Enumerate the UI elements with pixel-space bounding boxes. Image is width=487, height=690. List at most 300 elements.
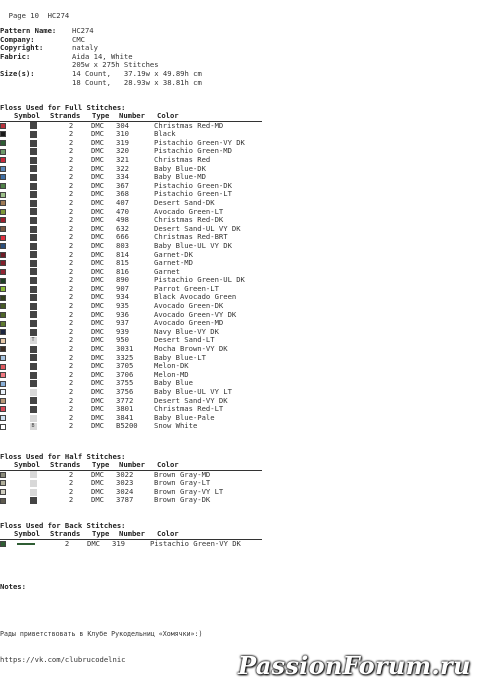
stitch-symbol-icon: [30, 320, 37, 327]
type-cell: DMC: [91, 404, 104, 414]
symbol-cell: [25, 406, 41, 413]
stitch-symbol-icon: [30, 234, 37, 241]
swatch-cell: [0, 489, 9, 495]
swatch-cell: [0, 312, 9, 318]
color-name-cell: Parrot Green-LT: [154, 283, 219, 293]
symbol-cell: [25, 157, 41, 164]
color-swatch: [0, 338, 6, 344]
stitch-symbol-icon: [30, 372, 37, 379]
color-name-cell: Christmas Red-DK: [154, 215, 224, 225]
color-name-cell: Pistachio Green-UL DK: [154, 275, 245, 285]
swatch-cell: [0, 157, 9, 163]
swatch-cell: [0, 295, 9, 301]
color-swatch: [0, 131, 6, 137]
symbol-cell: [25, 191, 41, 198]
color-swatch: [0, 192, 6, 198]
header-symbol: Symbol: [14, 460, 40, 469]
color-swatch: [0, 398, 6, 404]
symbol-cell: [25, 372, 41, 379]
color-name-cell: Brown Gray-VY LT: [154, 486, 224, 496]
header-strands: Strands: [50, 460, 81, 469]
strands-cell: 2: [68, 318, 74, 328]
swatch-cell: [0, 338, 9, 344]
strands-cell: 2: [64, 538, 70, 548]
type-cell: DMC: [91, 369, 104, 379]
swatch-cell: [0, 140, 9, 146]
header-strands: Strands: [50, 529, 81, 538]
type-cell: DMC: [91, 189, 104, 199]
strands-cell: 2: [68, 301, 74, 311]
number-cell: 470: [116, 206, 129, 216]
swatch-cell: [0, 381, 9, 387]
type-cell: DMC: [91, 292, 104, 302]
number-cell: 322: [116, 163, 129, 173]
strands-cell: 2: [68, 404, 74, 414]
symbol-cell: [25, 303, 41, 310]
number-cell: 934: [116, 292, 129, 302]
number-cell: 320: [116, 146, 129, 156]
type-cell: DMC: [91, 309, 104, 319]
stitch-symbol-icon: [30, 174, 37, 181]
color-name-cell: Desert Sand-VY DK: [154, 395, 228, 405]
table-row: [0, 147, 262, 156]
symbol-cell: [25, 294, 41, 301]
number-cell: 367: [116, 180, 129, 190]
symbol-cell: [25, 140, 41, 147]
color-name-cell: Garnet-MD: [154, 258, 193, 268]
color-swatch: [0, 260, 6, 266]
strands-cell: 2: [68, 163, 74, 173]
notes-greeting: Рады приветствовать в Клубе Рукодельниц «Хомячки»:): [0, 630, 203, 639]
symbol-cell: [25, 268, 41, 275]
strands-cell: 2: [68, 421, 74, 431]
symbol-cell: [25, 286, 41, 293]
color-swatch: [0, 235, 6, 241]
color-name-cell: Avocado Green-MD: [154, 318, 224, 328]
color-name-cell: Navy Blue-VY DK: [154, 326, 219, 336]
table-row: [0, 319, 262, 328]
type-cell: DMC: [91, 361, 104, 371]
symbol-cell: [25, 260, 41, 267]
number-cell: 816: [116, 266, 129, 276]
swatch-cell: [0, 286, 9, 292]
header-type: Type: [92, 529, 110, 538]
number-cell: 3801: [116, 404, 134, 414]
pattern-code: HC274: [47, 10, 70, 20]
swatch-cell: [0, 364, 9, 370]
symbol-cell: [25, 423, 41, 430]
type-cell: DMC: [91, 232, 104, 242]
strands-cell: 2: [68, 395, 74, 405]
stitch-symbol-icon: [30, 226, 37, 233]
strands-cell: 2: [68, 292, 74, 302]
swatch-cell: [0, 235, 9, 241]
number-cell: 3755: [116, 378, 134, 388]
type-cell: DMC: [91, 146, 104, 156]
stitch-symbol-icon: [30, 260, 37, 267]
header-color: Color: [157, 111, 179, 120]
watermark-logo: PassionForum.ru: [238, 651, 471, 680]
symbol-cell: [25, 243, 41, 250]
strands-cell: 2: [68, 137, 74, 147]
color-swatch: [0, 278, 6, 284]
color-name-cell: Desert Sand-UL VY DK: [154, 223, 241, 233]
header-symbol: Symbol: [14, 529, 40, 538]
strands-cell: 2: [68, 344, 74, 354]
color-swatch: [0, 149, 6, 155]
type-cell: DMC: [91, 344, 104, 354]
stitch-symbol-icon: [30, 346, 37, 353]
stitch-symbol-icon: [30, 122, 37, 129]
color-swatch: [0, 312, 6, 318]
color-swatch: [0, 252, 6, 258]
symbol-cell: [25, 397, 41, 404]
strands-cell: 2: [68, 206, 74, 216]
number-cell: 907: [116, 283, 129, 293]
stitch-symbol-icon: [30, 489, 37, 496]
stitch-symbol-icon: [30, 277, 37, 284]
color-name-cell: Baby Blue-UL VY LT: [154, 387, 232, 396]
number-cell: 3756: [116, 387, 134, 396]
color-name-cell: Desert Sand-DK: [154, 197, 215, 207]
notes-link[interactable]: https://vk.com/clubrucodelnic: [0, 654, 126, 664]
number-cell: 3325: [116, 352, 134, 362]
stitch-symbol-icon: [30, 471, 37, 478]
number-cell: 890: [116, 275, 129, 285]
color-name-cell: Black Avocado Green: [154, 292, 237, 302]
type-cell: DMC: [91, 249, 104, 259]
stitch-symbol-icon: [30, 397, 37, 404]
symbol-cell: [25, 131, 41, 138]
number-cell: 814: [116, 249, 129, 259]
color-swatch: [0, 346, 6, 352]
symbol-cell: [25, 148, 41, 155]
swatch-cell: [0, 406, 9, 412]
type-cell: DMC: [91, 172, 104, 182]
swatch-cell: [0, 269, 9, 275]
symbol-cell: [25, 251, 41, 258]
stitch-symbol-icon: [30, 208, 37, 215]
color-name-cell: Avocado Green-LT: [154, 206, 224, 216]
number-cell: 3022: [116, 469, 134, 479]
strands-cell: 2: [68, 120, 74, 130]
stitch-symbol-icon: [30, 406, 37, 413]
color-name-cell: Christmas Red: [154, 154, 211, 164]
color-name-cell: Baby Blue-Pale: [154, 412, 215, 422]
header-color: Color: [157, 529, 179, 538]
full-stitches-table: [0, 112, 262, 431]
symbol-cell: [25, 489, 41, 496]
type-cell: DMC: [91, 469, 104, 479]
swatch-cell: [0, 131, 9, 137]
color-swatch: [0, 157, 6, 163]
type-cell: DMC: [91, 387, 104, 396]
number-cell: 815: [116, 258, 129, 268]
symbol-cell: [25, 174, 41, 181]
type-cell: DMC: [91, 163, 104, 173]
strands-cell: 2: [68, 215, 74, 225]
symbol-cell: [25, 329, 41, 336]
type-cell: DMC: [91, 283, 104, 293]
stitch-symbol-icon: B: [31, 423, 35, 430]
stitch-symbol-icon: [30, 157, 37, 164]
color-swatch: [0, 226, 6, 232]
number-cell: 935: [116, 301, 129, 311]
stitch-symbol-icon: [30, 329, 37, 336]
number-cell: 3706: [116, 369, 134, 379]
strands-cell: 2: [68, 309, 74, 319]
color-name-cell: Brown Gray-LT: [154, 478, 211, 488]
color-swatch: [0, 480, 6, 486]
swatch-cell: [0, 321, 9, 327]
color-name-cell: Christmas Red-MD: [154, 120, 224, 130]
number-cell: B5200: [116, 421, 138, 431]
number-cell: 3772: [116, 395, 134, 405]
strands-cell: 2: [68, 154, 74, 164]
number-cell: 950: [116, 335, 129, 345]
swatch-cell: [0, 278, 9, 284]
symbol-cell: [25, 389, 41, 396]
color-name-cell: Pistachio Green-MD: [154, 146, 232, 156]
number-cell: 368: [116, 189, 129, 199]
number-cell: 319: [112, 538, 125, 548]
color-swatch: [0, 174, 6, 180]
swatch-cell: [0, 226, 9, 232]
table-row: [0, 165, 262, 174]
symbol-cell: [25, 217, 41, 224]
type-cell: DMC: [91, 215, 104, 225]
stitch-symbol-icon: [30, 294, 37, 301]
table-row: [0, 496, 262, 505]
swatch-cell: [0, 200, 9, 206]
number-cell: 3705: [116, 361, 134, 371]
number-cell: 498: [116, 215, 129, 225]
number-cell: 3031: [116, 344, 134, 354]
color-name-cell: Christmas Red-BRT: [154, 232, 228, 242]
symbol-cell: [25, 277, 41, 284]
info-value: HC274: [72, 26, 94, 35]
info-label: Pattern Name:: [0, 26, 57, 35]
number-cell: 3023: [116, 478, 134, 488]
stitch-symbol-icon: [30, 183, 37, 190]
color-name-cell: Baby Blue-LT: [154, 352, 206, 362]
info-value: CMC: [72, 34, 85, 44]
color-swatch: [0, 286, 6, 292]
stitch-symbol-icon: [30, 148, 37, 155]
type-cell: DMC: [91, 352, 104, 362]
table-row: [0, 122, 262, 131]
strands-cell: 2: [68, 240, 74, 250]
swatch-cell: [0, 174, 9, 180]
notes-title: Notes:: [0, 582, 26, 592]
info-value: 14 Count, 37.19w x 49.89h cm: [72, 68, 202, 78]
strands-cell: 2: [68, 335, 74, 345]
color-swatch: [0, 321, 6, 327]
color-swatch: [0, 123, 6, 129]
symbol-cell: [25, 363, 41, 370]
header-strands: Strands: [50, 111, 81, 120]
info-value: Aida 14, White: [72, 51, 133, 61]
symbol-cell: [25, 471, 41, 478]
swatch-cell: [0, 372, 9, 378]
number-cell: 310: [116, 129, 129, 139]
swatch-cell: [0, 209, 9, 215]
info-value: nataly: [72, 43, 98, 53]
type-cell: DMC: [91, 486, 104, 496]
color-name-cell: Baby Blue-UL VY DK: [154, 240, 232, 250]
pattern-info: [0, 27, 202, 87]
type-cell: DMC: [91, 223, 104, 233]
type-cell: DMC: [91, 478, 104, 488]
header-type: Type: [92, 111, 110, 120]
swatch-cell: [0, 480, 9, 486]
color-swatch: [0, 140, 6, 146]
strands-cell: 2: [68, 283, 74, 293]
type-cell: DMC: [91, 258, 104, 268]
color-swatch: [0, 381, 6, 387]
back-stitches-title: Floss Used for Back Stitches:: [0, 521, 126, 530]
number-cell: 319: [116, 137, 129, 147]
color-swatch: [0, 209, 6, 215]
header-symbol: Symbol: [14, 111, 40, 120]
color-name-cell: Christmas Red-LT: [154, 404, 224, 414]
header-number: Number: [119, 460, 145, 469]
strands-cell: 2: [68, 469, 74, 479]
number-cell: 334: [116, 172, 129, 182]
backstitch-line-icon: [17, 543, 35, 545]
type-cell: DMC: [91, 137, 104, 147]
stitch-symbol-icon: T: [31, 337, 35, 344]
table-row: [0, 328, 262, 337]
symbol-cell: [25, 122, 41, 129]
strands-cell: 2: [68, 146, 74, 156]
color-name-cell: Mocha Brown-VY DK: [154, 344, 228, 354]
info-label: [0, 79, 72, 88]
swatch-cell: [0, 243, 9, 249]
swatch-cell: [0, 355, 9, 361]
type-cell: DMC: [91, 206, 104, 216]
strands-cell: 2: [68, 129, 74, 139]
stitch-symbol-icon: [30, 354, 37, 361]
color-name-cell: Pistachio Green-DK: [154, 180, 232, 190]
table-row: [0, 242, 262, 251]
color-swatch: [0, 183, 6, 189]
strands-cell: 2: [68, 352, 74, 362]
color-swatch: [0, 389, 6, 395]
strands-cell: 2: [68, 486, 74, 496]
strands-cell: 2: [68, 249, 74, 259]
stitch-symbol-icon: [30, 165, 37, 172]
symbol-cell: [25, 311, 41, 318]
swatch-cell: [0, 389, 9, 395]
color-name-cell: Pistachio Green-VY DK: [154, 137, 245, 147]
color-swatch: [0, 424, 6, 430]
swatch-cell: [0, 541, 9, 547]
stitch-symbol-icon: [30, 480, 37, 487]
symbol-cell: [25, 415, 41, 422]
stitch-symbol-icon: [30, 363, 37, 370]
stitch-symbol-icon: [30, 200, 37, 207]
strands-cell: 2: [68, 180, 74, 190]
table-row: [0, 259, 262, 268]
back-stitches-table: [0, 530, 262, 548]
table-row: [0, 190, 262, 199]
swatch-cell: [0, 415, 9, 421]
stitch-symbol-icon: [30, 268, 37, 275]
swatch-cell: [0, 472, 9, 478]
type-cell: DMC: [91, 120, 104, 130]
stitch-symbol-icon: [30, 217, 37, 224]
color-swatch: [0, 472, 6, 478]
color-swatch: [0, 303, 6, 309]
symbol-cell: [25, 234, 41, 241]
stitch-symbol-icon: [30, 303, 37, 310]
swatch-cell: [0, 183, 9, 189]
color-name-cell: Melon-DK: [154, 361, 189, 371]
page-header: [0, 3, 69, 20]
color-name-cell: Desert Sand-LT: [154, 335, 215, 345]
type-cell: DMC: [91, 180, 104, 190]
color-swatch: [0, 200, 6, 206]
type-cell: DMC: [91, 412, 104, 422]
swatch-cell: [0, 260, 9, 266]
color-swatch: [0, 217, 6, 223]
symbol-cell: [25, 226, 41, 233]
number-cell: 321: [116, 154, 129, 164]
symbol-cell: [25, 480, 41, 487]
color-name-cell: Pistachio Green-LT: [154, 189, 232, 199]
type-cell: DMC: [91, 240, 104, 250]
stitch-symbol-icon: [30, 191, 37, 198]
number-cell: 3841: [116, 412, 134, 422]
number-cell: 937: [116, 318, 129, 328]
type-cell: DMC: [91, 197, 104, 207]
number-cell: 939: [116, 326, 129, 336]
type-cell: DMC: [87, 538, 100, 548]
swatch-cell: [0, 303, 9, 309]
color-swatch: [0, 355, 6, 361]
strands-cell: 2: [68, 232, 74, 242]
number-cell: 666: [116, 232, 129, 242]
stitch-symbol-icon: [30, 380, 37, 387]
strands-cell: 2: [68, 275, 74, 285]
info-label: Company:: [0, 34, 35, 44]
strands-cell: 2: [68, 172, 74, 182]
color-name-cell: Garnet-DK: [154, 249, 193, 259]
type-cell: DMC: [91, 335, 104, 345]
number-cell: 304: [116, 120, 129, 130]
swatch-cell: [0, 217, 9, 223]
strands-cell: 2: [68, 197, 74, 207]
color-swatch: [0, 243, 6, 249]
number-cell: 407: [116, 197, 129, 207]
color-name-cell: Baby Blue-MD: [154, 172, 206, 182]
color-name-cell: Avocado Green-DK: [154, 301, 224, 311]
table-row: [0, 422, 262, 431]
header-type: Type: [92, 460, 110, 469]
type-cell: DMC: [91, 154, 104, 164]
color-name-cell: Pistachio Green-VY DK: [150, 538, 241, 548]
type-cell: DMC: [91, 395, 104, 405]
strands-cell: 2: [68, 378, 74, 388]
symbol-cell: [9, 543, 41, 545]
color-swatch: [0, 166, 6, 172]
swatch-cell: [0, 398, 9, 404]
swatch-cell: [0, 498, 9, 504]
color-name-cell: Brown Gray-MD: [154, 469, 211, 479]
stitch-symbol-icon: [30, 311, 37, 318]
info-value: 18 Count, 28.93w x 38.81h cm: [72, 77, 202, 87]
